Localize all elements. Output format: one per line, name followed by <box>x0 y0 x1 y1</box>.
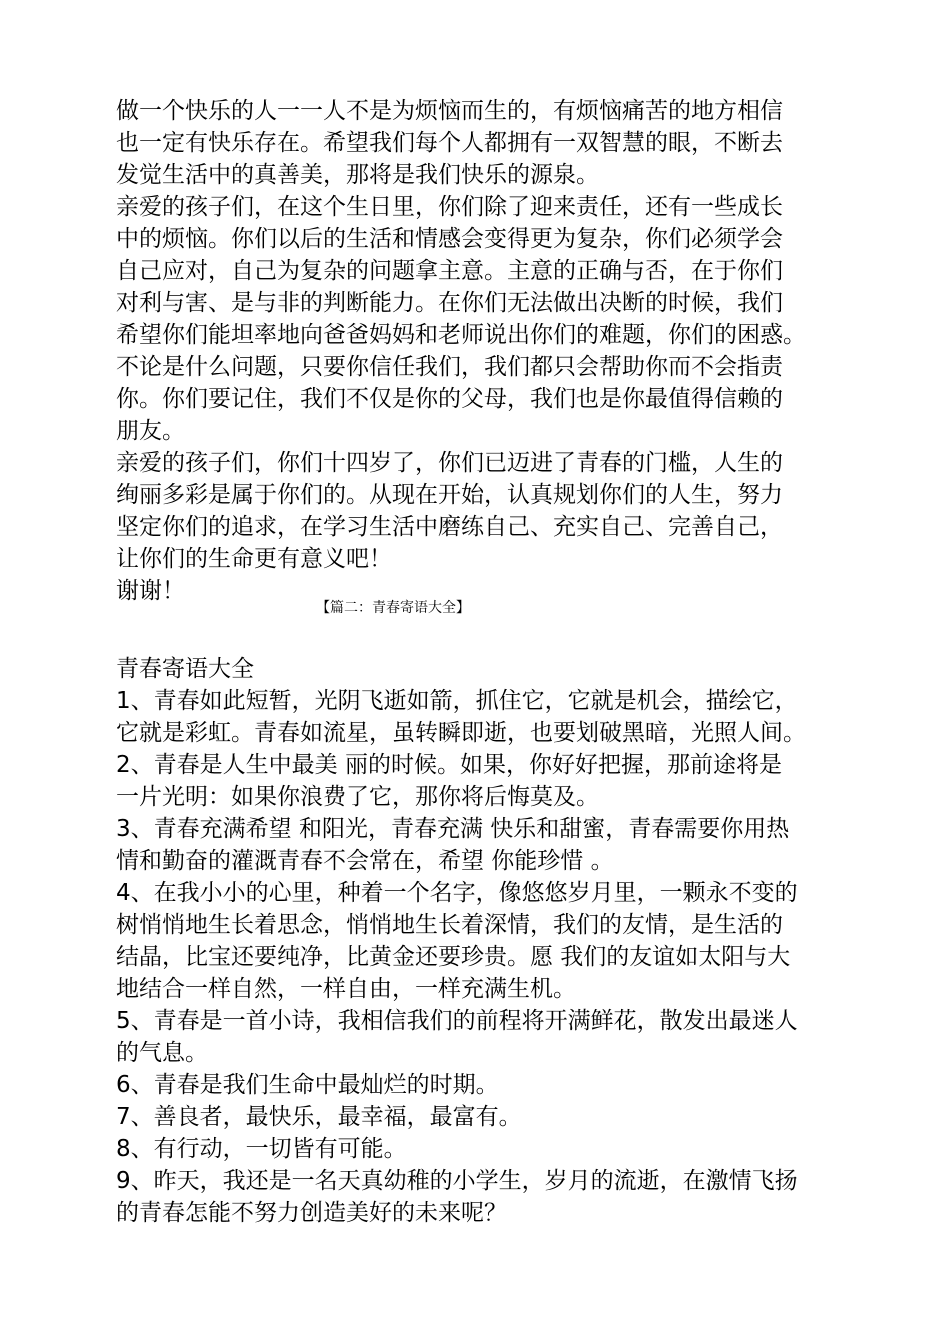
paragraph-line: 希望你们能坦率地向爸爸妈妈和老师说出你们的难题，你们的困惑。 <box>116 322 806 348</box>
paragraph-line: 对利与害、是与非的判断能力。在你们无法做出决断的时候，我们 <box>116 290 783 316</box>
list-item-line: 2、青春是人生中最美 丽的时候。如果，你好好把握，那前途将是 <box>116 752 782 778</box>
list-item-line: 4、在我小小的心里，种着一个名字，像悠悠岁月里，一颗永不变的 <box>116 880 798 906</box>
list-item-line: 8、有行动，一切皆有可能。 <box>116 1136 407 1162</box>
paragraph-line: 朋友。 <box>116 418 185 444</box>
paragraph-line: 你。你们要记住，我们不仅是你的父母，我们也是你最值得信赖的 <box>116 386 783 412</box>
list-item-line: 地结合一样自然，一样自由，一样充满生机。 <box>116 976 576 1002</box>
section-title: 青春寄语大全 <box>116 656 254 682</box>
paragraph-line: 不论是什么问题，只要你信任我们，我们都只会帮助你而不会指责 <box>116 354 783 380</box>
list-item-line: 它就是彩虹。青春如流星，虽转瞬即逝，也要划破黑暗，光照人间。 <box>116 720 806 746</box>
list-item-line: 一片光明：如果你浪费了它，那你将后悔莫及。 <box>116 784 599 810</box>
paragraph-line: 中的烦恼。你们以后的生活和情感会变得更为复杂，你们必须学会 <box>116 226 783 252</box>
list-item-line: 3、青春充满希望 和阳光，青春充满 快乐和甜蜜，青春需要你用热 <box>116 816 790 842</box>
list-item-line: 1、青春如此短暂，光阴飞逝如箭，抓住它，它就是机会，描绘它， <box>116 688 798 714</box>
list-item-line: 5、青春是一首小诗，我相信我们的前程将开满鲜花，散发出最迷人 <box>116 1008 798 1034</box>
list-item-line: 7、善良者，最快乐，最幸福，最富有。 <box>116 1104 522 1130</box>
list-item-line: 9、昨天，我还是一名天真幼稚的小学生，岁月的流逝，在激情飞扬 <box>116 1168 798 1194</box>
paragraph-line: 坚定你们的追求，在学习生活中磨练自己、充实自己、完善自己， <box>116 514 783 540</box>
paragraph-line: 亲爱的孩子们，你们十四岁了，你们已迈进了青春的门槛，人生的 <box>116 450 783 476</box>
paragraph-line: 做一个快乐的人一一人不是为烦恼而生的，有烦恼痛苦的地方相信 <box>116 98 783 124</box>
paragraph-line: 自己应对，自己为复杂的问题拿主意。主意的正确与否，在于你们 <box>116 258 783 284</box>
paragraph-line: 亲爱的孩子们，在这个生日里，你们除了迎来责任，还有一些成长 <box>116 194 783 220</box>
paragraph-line: 发觉生活中的真善美，那将是我们快乐的源泉。 <box>116 162 599 188</box>
list-item-line: 结晶，比宝还要纯净，比黄金还要珍贵。愿 我们的友谊如太阳与大 <box>116 944 791 970</box>
list-item-line: 的青春怎能不努力创造美好的未来呢？ <box>116 1200 507 1226</box>
section-header: 【篇二：青春寄语大全】 <box>316 600 470 616</box>
paragraph-line: 谢谢！ <box>116 578 185 604</box>
list-item-line: 的气息。 <box>116 1040 208 1066</box>
paragraph-line: 让你们的生命更有意义吧！ <box>116 546 392 572</box>
list-item-line: 6、青春是我们生命中最灿烂的时期。 <box>116 1072 499 1098</box>
list-item-line: 情和勤奋的灌溉青春不会常在，希望 你能珍惜 。 <box>116 848 614 874</box>
paragraph-line: 也一定有快乐存在。希望我们每个人都拥有一双智慧的眼，不断去 <box>116 130 783 156</box>
list-item-line: 树悄悄地生长着思念，悄悄地生长着深情，我们的友情，是生活的 <box>116 912 783 938</box>
paragraph-line: 绚丽多彩是属于你们的。从现在开始，认真规划你们的人生，努力 <box>116 482 783 508</box>
